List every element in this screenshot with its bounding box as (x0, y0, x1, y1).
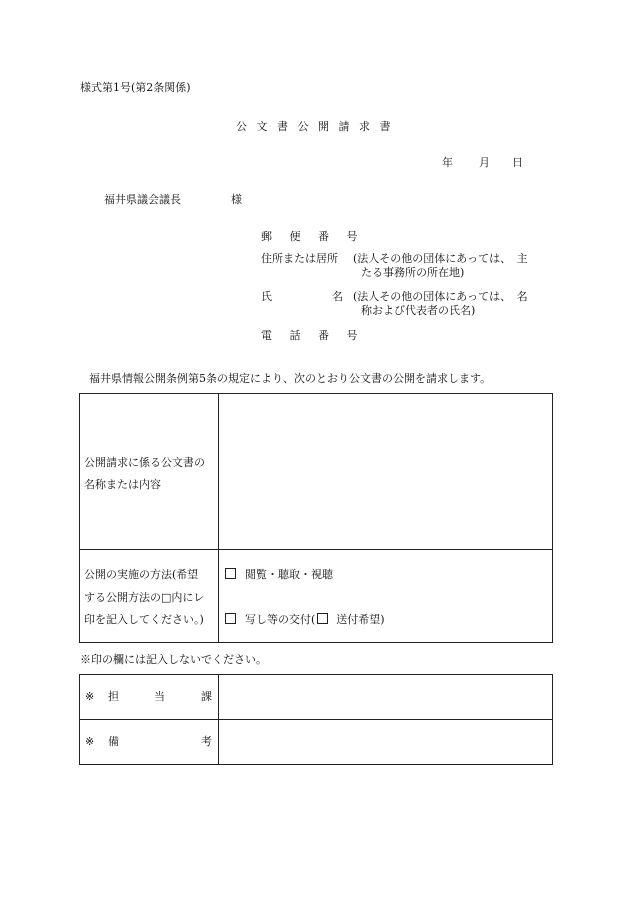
page-title: 公 文 書 公 開 請 求 書 (236, 120, 394, 133)
method-label-line-2: する公開方法の□内にレ (84, 591, 205, 604)
date-day-label: 日 (512, 156, 523, 169)
date-month-label: 月 (479, 156, 490, 169)
address-note-line-1: (法人その他の団体にあっては、 主 (353, 252, 528, 265)
delivery-checkbox[interactable] (317, 613, 328, 624)
name-label-second: 名 (332, 290, 343, 303)
method-copy-label: 写し等の交付( (245, 613, 316, 626)
office-use-note: ※印の欄には記入しないでください。 (80, 653, 267, 666)
name-note-line-2: 称および代表者の氏名) (361, 304, 476, 317)
name-note-line-1: (法人その他の団体にあっては、 名 (353, 290, 528, 303)
address-label: 住所または居所 (261, 252, 338, 265)
method-option-view[interactable] (225, 564, 333, 585)
method-view-checkbox[interactable] (225, 568, 236, 579)
address-note-line-2: たる事務所の所在地) (361, 266, 465, 279)
method-view-label: 閲覧・聴取・視聴 (245, 568, 333, 581)
method-label-line-1: 公開の実施の方法(希望 (84, 568, 199, 581)
method-copy-checkbox[interactable] (225, 613, 236, 624)
postal-code-label: 郵 便 番 号 (261, 230, 365, 243)
content-label-line-1: 公開請求に係る公文書の (84, 456, 205, 469)
phone-label: 電 話 番 号 (261, 329, 365, 342)
content-label-line-2: 名称または内容 (84, 478, 161, 491)
row1-char-2: 当 (154, 690, 165, 703)
row2-char-1: 備 (108, 735, 119, 748)
intro-statement: 福井県情報公開条例第5条の規定により、次のとおり公文書の公開を請求します。 (89, 372, 492, 385)
delivery-label: 送付希望) (336, 613, 385, 626)
method-label-line-3: 印を記入してください。) (84, 613, 204, 626)
content-input-area[interactable] (219, 394, 552, 549)
method-option-copy[interactable] (225, 609, 385, 630)
name-label-first: 氏 (261, 290, 272, 303)
row1-mark: ※ (85, 690, 95, 703)
form-number: 様式第1号(第2条関係) (80, 81, 191, 94)
date-year-label: 年 (442, 156, 453, 169)
addressee-honorific: 様 (231, 193, 242, 206)
row2-mark: ※ (85, 735, 95, 748)
row1-char-3: 課 (201, 690, 212, 703)
row2-char-2: 考 (201, 735, 212, 748)
row1-char-1: 担 (108, 690, 119, 703)
addressee-name: 福井県議会議長 (104, 193, 181, 206)
